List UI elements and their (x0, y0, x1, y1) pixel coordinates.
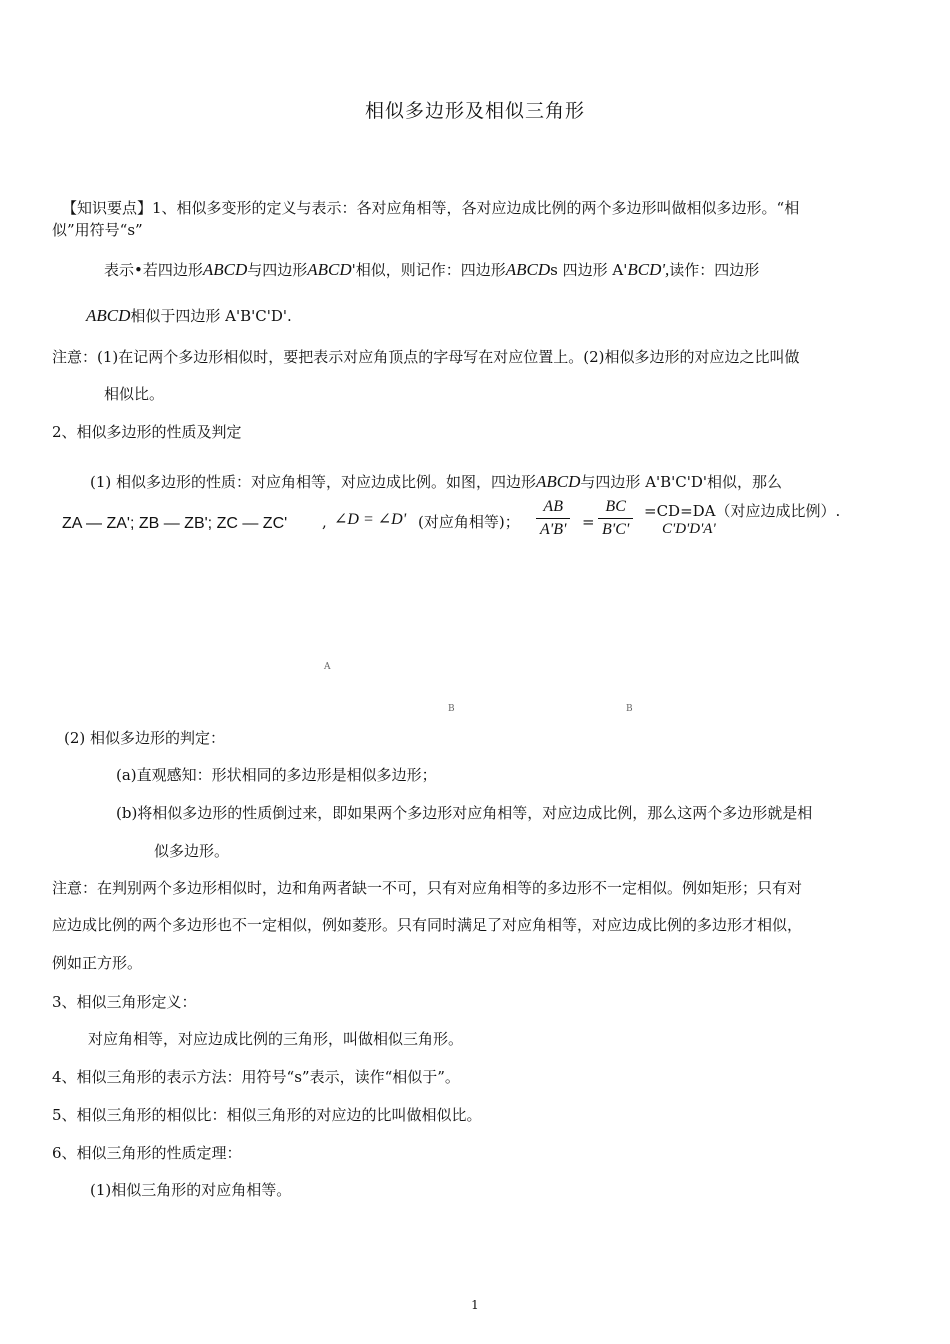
section-heading-5: 5、相似三角形的相似比：相似三角形的对应边的比叫做相似比。 (52, 1106, 482, 1124)
section-heading-6: 6、相似三角形的性质定理： (52, 1144, 242, 1162)
text-line-5: 注意：(1)在记两个多边形相似时，要把表示对应角顶点的字母写在对应位置上。(2)相似多边形的对应边之比叫做 (52, 348, 800, 366)
text-cd-da: =CD=DA（对应边成比例）. (644, 502, 841, 520)
text-line-15: 应边成比例的两个多边形也不一定相似，例如菱形。只有同时满足了对应角相等，对应边成比例的多边形才相似， (52, 916, 803, 934)
text-line-1: 【知识要点】1、相似多变形的定义与表示：各对应角相等，各对应边成比例的两个多边形叫做相似多边形。“相 (62, 199, 800, 217)
text-line-11: (a)直观感知：形状相同的多边形是相似多边形； (116, 766, 437, 784)
math-bcd: BCD', (627, 260, 670, 279)
section-heading-3: 3、相似三角形定义： (52, 993, 197, 1011)
figure-mark: B (626, 704, 633, 714)
figure-mark: A (324, 662, 331, 672)
text-segment: 与四边形 (247, 261, 308, 279)
fraction-ab (536, 498, 570, 539)
text-segment: 相似于四边形 A'B'C'D'. (130, 307, 292, 325)
math-cd-da-denominator: C'D'D'A' (662, 521, 716, 537)
math-abcd: ABCD (505, 260, 551, 279)
section-heading-2: 2、相似多边形的性质及判定 (52, 423, 242, 441)
separator-comma: , (322, 513, 327, 531)
fraction-numerator: AB (543, 498, 563, 515)
text-line-2: 似”用符号“s” (52, 221, 143, 239)
math-abcd: ABCD (307, 260, 352, 279)
text-corresponding-angles: (对应角相等)； (418, 513, 520, 531)
page-number: 1 (471, 1298, 479, 1312)
text-line-3 (104, 260, 759, 280)
text-line-8 (90, 472, 782, 492)
text-line-16: 例如正方形。 (52, 954, 143, 972)
text-segment: s 四边形 A' (550, 261, 628, 279)
section-heading-4: 4、相似三角形的表示方法：用符号“s”表示，读作“相似于”。 (52, 1068, 460, 1086)
math-abcd: ABCD (86, 306, 131, 325)
angle-equalities: ZA — ZA'; ZB — ZB'; ZC — ZC' (62, 515, 288, 532)
text-line-18: 对应角相等，对应边成比例的三角形，叫做相似三角形。 (88, 1030, 464, 1048)
math-angle-d: ∠D = ∠D' (334, 511, 407, 528)
text-line-10: (2) 相似多边形的判定： (64, 729, 226, 747)
text-segment: '相似，则记作：四边形 (351, 261, 506, 279)
text-segment: (1) 相似多边形的性质：对应角相等，对应边成比例。如图，四边形 (90, 473, 537, 491)
math-abcd: ABCD (536, 472, 581, 491)
text-line-4 (86, 306, 292, 326)
page-title: 相似多边形及相似三角形 (364, 100, 585, 122)
text-line-14: 注意：在判别两个多边形相似时，边和角两者缺一不可，只有对应角相等的多边形不一定相似。例如矩形；只有对 (52, 879, 803, 897)
fraction-denominator: A'B' (540, 521, 567, 538)
figure-mark: B (448, 704, 455, 714)
text-segment: 表示•若四边形 (104, 261, 203, 279)
text-segment: 读作：四边形 (669, 261, 760, 279)
math-abcd: ABCD (202, 260, 248, 279)
fraction-bar (536, 518, 570, 519)
fraction-bar (598, 518, 633, 519)
text-segment: 与四边形 A'B'C'D'相似，那么 (580, 473, 783, 491)
fraction-bc (598, 498, 633, 539)
fraction-numerator: BC (605, 498, 626, 515)
equals-sign: = (582, 513, 595, 531)
text-line-22: (1)相似三角形的对应角相等。 (90, 1181, 292, 1199)
fraction-denominator: B'C' (602, 521, 630, 538)
text-line-12: (b)将相似多边形的性质倒过来，即如果两个多边形对应角相等，对应边成比例，那么这两个多边形就是相 (116, 804, 813, 822)
text-line-6: 相似比。 (104, 385, 165, 403)
text-line-13: 似多边形。 (154, 842, 230, 860)
